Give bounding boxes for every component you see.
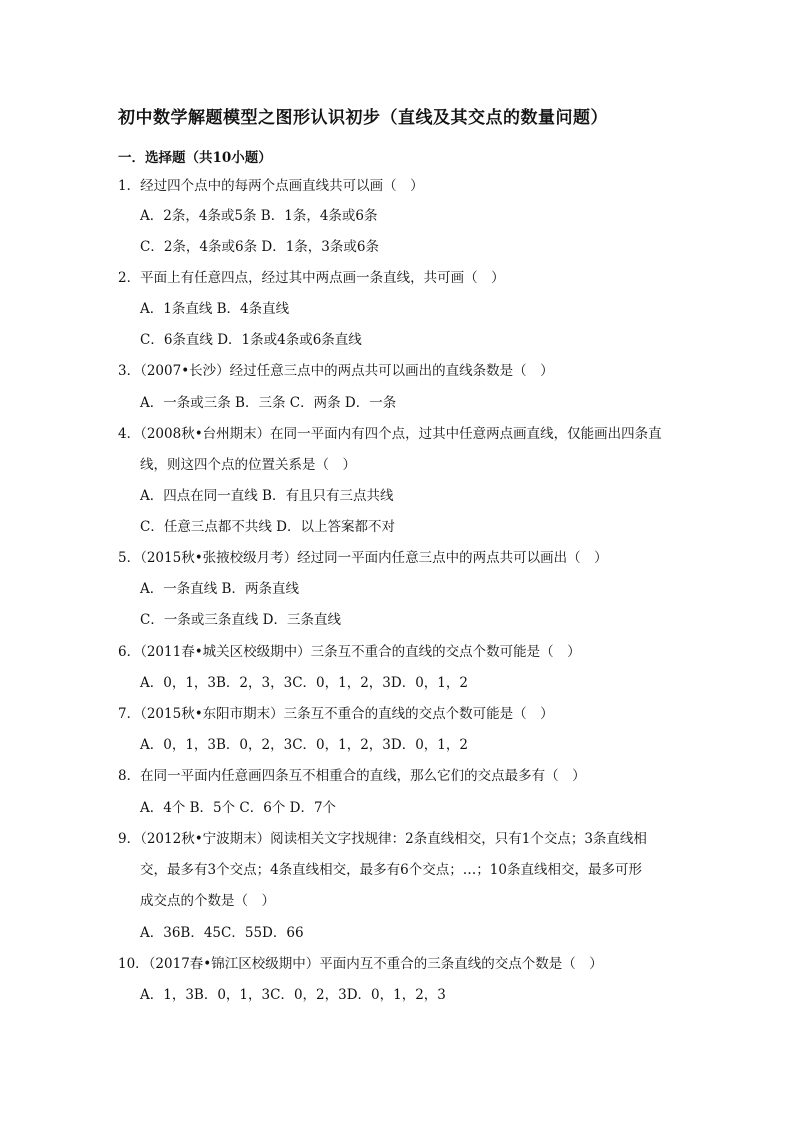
- question-1-options-ab: A．2条，4条或5条 B．1条，4条或6条: [140, 208, 378, 224]
- question-3-options: A．一条或三条 B．三条 C．两条 D．一条: [140, 395, 397, 411]
- question-5-stem: 5．（2015秋•张掖校级月考）经过同一平面内任意三点中的两点共可以画出（ ）: [118, 550, 608, 566]
- question-9-stem-line-3: 成交点的个数是（ ）: [140, 893, 275, 909]
- question-8-options: A．4个 B．5个 C．6个 D．7个: [140, 800, 337, 816]
- question-4-stem-line-1: 4．（2008秋•台州期末）在同一平面内有四个点，过其中任意两点画直线，仅能画出四条直: [118, 426, 662, 442]
- question-4-options-cd: C．任意三点都不共线 D．以上答案都不对: [140, 519, 395, 535]
- section-heading: 一．选择题（共10小题）: [118, 150, 272, 166]
- question-4-stem-line-2: 线，则这四个点的位置关系是（ ）: [140, 457, 356, 473]
- question-10-options: A．1，3B．0，1，3C．0，2，3D．0，1，2，3: [140, 987, 446, 1003]
- question-9-options: A．36B．45C．55D．66: [140, 925, 304, 941]
- question-1-stem: 1．经过四个点中的每两个点画直线共可以画（ ）: [118, 178, 424, 194]
- question-7-stem: 7．（2015秋•东阳市期末）三条互不重合的直线的交点个数可能是（ ）: [118, 706, 554, 722]
- question-2-stem: 2．平面上有任意四点，经过其中两点画一条直线，共可画（ ）: [118, 270, 505, 286]
- question-9-stem-line-2: 交，最多有3个交点；4条直线相交，最多有6个交点；…；10条直线相交，最多可形: [140, 862, 642, 878]
- question-7-options: A．0，1，3B．0，2，3C．0，1，2，3D．0，1，2: [140, 737, 468, 753]
- question-5-options-ab: A．一条直线 B．两条直线: [140, 581, 299, 597]
- question-4-options-ab: A．四点在同一直线 B．有且只有三点共线: [140, 488, 394, 504]
- question-5-options-cd: C．一条或三条直线 D．三条直线: [140, 612, 341, 628]
- question-10-stem: 10．（2017春•锦江区校级期中）平面内互不重合的三条直线的交点个数是（ ）: [118, 956, 603, 972]
- question-9-stem-line-1: 9．（2012秋•宁波期末）阅读相关文字找规律：2条直线相交，只有1个交点；3条直线相: [118, 831, 647, 847]
- question-6-stem: 6．（2011春•城关区校级期中）三条互不重合的直线的交点个数可能是（ ）: [118, 644, 581, 660]
- question-3-stem: 3．（2007•长沙）经过任意三点中的两点共可以画出的直线条数是（ ）: [118, 363, 554, 379]
- question-1-options-cd: C．2条，4条或6条 D．1条，3条或6条: [140, 239, 379, 255]
- document-title: 初中数学解题模型之图形认识初步（直线及其交点的数量问题）: [118, 108, 608, 128]
- question-2-options-cd: C．6条直线 D．1条或4条或6条直线: [140, 332, 362, 348]
- question-8-stem: 8．在同一平面内任意画四条互不相重合的直线，那么它们的交点最多有（ ）: [118, 768, 586, 784]
- question-6-options: A．0，1，3B．2，3，3C．0，1，2，3D．0，1，2: [140, 675, 468, 691]
- question-2-options-ab: A．1条直线 B．4条直线: [140, 301, 290, 317]
